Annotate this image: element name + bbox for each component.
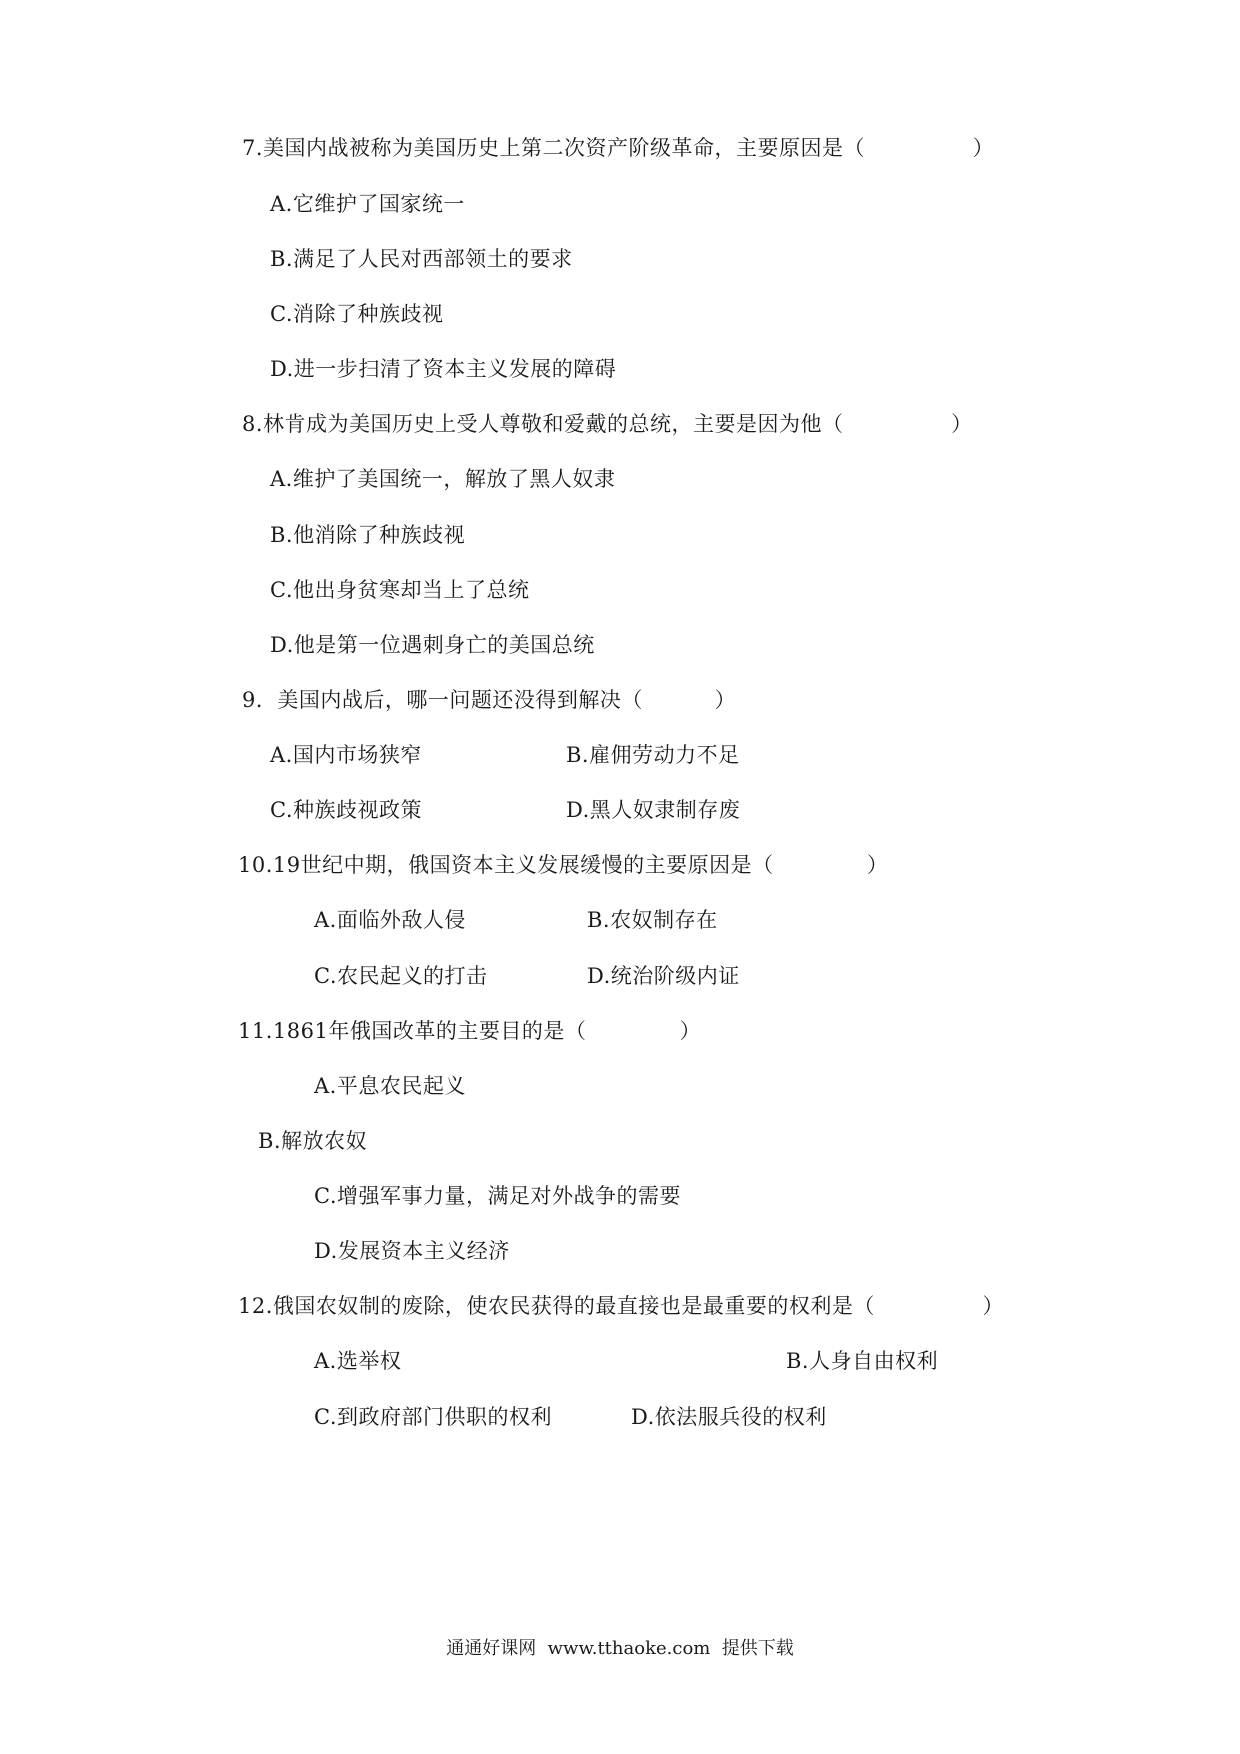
question-7-option-c: C.消除了种族歧视 bbox=[270, 302, 444, 326]
question-12-option-a: A.选举权 bbox=[314, 1349, 402, 1373]
question-9-option-b: B.雇佣劳动力不足 bbox=[566, 743, 740, 767]
question-11-option-c: C.增强军事力量，满足对外战争的需要 bbox=[314, 1184, 681, 1208]
question-8-option-c: C.他出身贫寒却当上了总统 bbox=[270, 578, 530, 602]
question-9-stem: 9．美国内战后，哪一问题还没得到解决（ ） bbox=[242, 688, 737, 712]
question-9-option-a: A.国内市场狭窄 bbox=[270, 743, 422, 767]
question-7-option-a: A.它维护了国家统一 bbox=[270, 192, 465, 216]
question-10-stem: 10.19世纪中期，俄国资本主义发展缓慢的主要原因是（ ） bbox=[238, 853, 889, 877]
question-10-option-a: A.面临外敌人侵 bbox=[314, 908, 466, 932]
question-11-option-b: B.解放农奴 bbox=[258, 1129, 368, 1153]
question-9-option-c: C.种族歧视政策 bbox=[270, 798, 422, 822]
question-8-option-d: D.他是第一位遇刺身亡的美国总统 bbox=[270, 633, 595, 657]
question-12-option-b: B.人身自由权利 bbox=[786, 1349, 939, 1373]
page-footer: 通通好课网 www.tthaoke.com 提供下载 bbox=[446, 1638, 794, 1659]
question-12-option-d: D.依法服兵役的权利 bbox=[631, 1405, 827, 1429]
question-8-option-a: A.维护了美国统一，解放了黑人奴隶 bbox=[270, 467, 616, 491]
question-8-stem: 8.林肯成为美国历史上受人尊敬和爱戴的总统，主要是因为他（ ） bbox=[242, 412, 973, 436]
question-12-option-c: C.到政府部门供职的权利 bbox=[314, 1405, 552, 1429]
question-11-option-d: D.发展资本主义经济 bbox=[314, 1239, 510, 1263]
question-10-option-b: B.农奴制存在 bbox=[587, 908, 718, 932]
question-7-option-d: D.进一步扫清了资本主义发展的障碍 bbox=[270, 357, 617, 381]
question-10-option-d: D.统治阶级内证 bbox=[587, 964, 740, 988]
question-11-option-a: A.平息农民起义 bbox=[314, 1074, 466, 1098]
question-10-option-c: C.农民起义的打击 bbox=[314, 964, 488, 988]
question-7-option-b: B.满足了人民对西部领土的要求 bbox=[270, 247, 573, 271]
question-12-stem: 12.俄国农奴制的废除，使农民获得的最直接也是最重要的权利是（ ） bbox=[238, 1294, 1005, 1318]
question-8-option-b: B.他消除了种族歧视 bbox=[270, 523, 466, 547]
question-7-stem: 7.美国内战被称为美国历史上第二次资产阶级革命，主要原因是（ ） bbox=[242, 136, 995, 160]
question-11-stem: 11.1861年俄国改革的主要目的是（ ） bbox=[238, 1019, 702, 1043]
question-9-option-d: D.黑人奴隶制存废 bbox=[566, 798, 741, 822]
